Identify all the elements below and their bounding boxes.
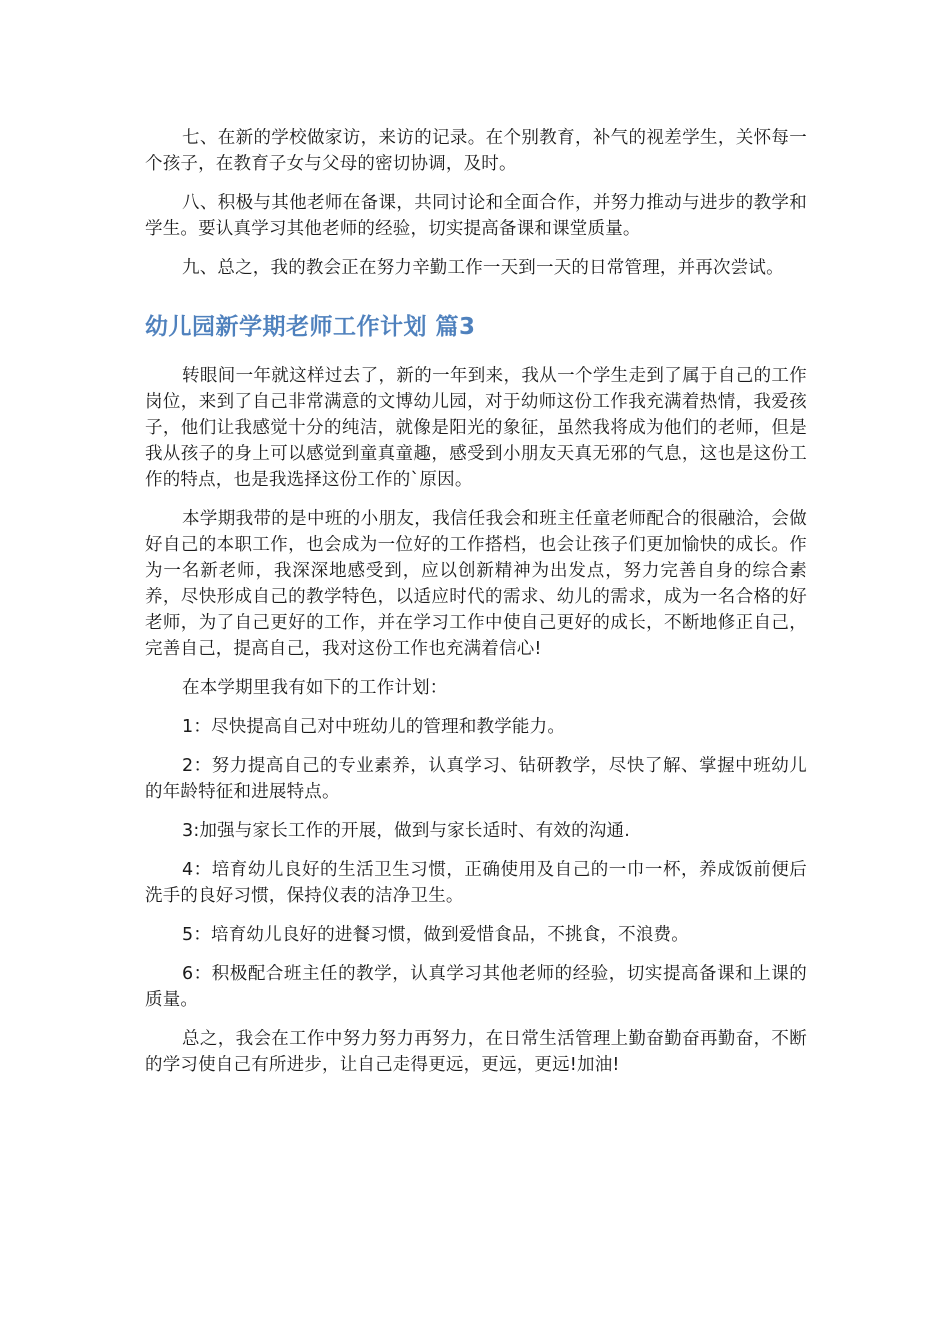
section-heading: 幼儿园新学期老师工作计划 篇3 (145, 314, 476, 340)
paragraph-plan-lead: 在本学期里我有如下的工作计划： (182, 678, 448, 698)
paragraph-intro: 转眼间一年就这样过去了，新的一年到来，我从一个学生走到了属于自己的工作岗位，来到了自己非常满意的文博幼儿园，对于幼师这份工作我充满着热情，我爱孩子，他们让我感觉十分的纯洁，就像是阳光的象征，虽然我将成为他们的老师，但是我从孩子的身上可以感觉到童真童趣，感受到小朋友天真无邪的气息，这也是这份工作的特点，也是我选择这份工作的`原因。 (145, 366, 807, 490)
plan-item-4: 4：培育幼儿良好的生活卫生习惯，正确使用及自己的一巾一杯，养成饭前便后洗手的良好习惯，保持仪表的洁净卫生。 (145, 860, 807, 906)
paragraph-item-8: 八、积极与其他老师在备课，共同讨论和全面合作，并努力推动与进步的教学和学生。要认真学习其他老师的经验，切实提高备课和课堂质量。 (145, 193, 807, 239)
paragraph-conclusion: 总之，我会在工作中努力努力再努力，在日常生活管理上勤奋勤奋再勤奋，不断的学习使自己有所进步，让自己走得更远，更远，更远!加油! (145, 1029, 807, 1075)
plan-item-6: 6：积极配合班主任的教学，认真学习其他老师的经验，切实提高备课和上课的质量。 (145, 964, 807, 1010)
paragraph-item-9: 九、总之，我的教会正在努力辛勤工作一天到一天的日常管理，并再次尝试。 (182, 258, 784, 278)
plan-item-1: 1：尽快提高自己对中班幼儿的管理和教学能力。 (182, 717, 566, 737)
paragraph-class-description: 本学期我带的是中班的小朋友，我信任我会和班主任童老师配合的很融洽，会做好自己的本职工作，也会成为一位好的工作搭档，也会让孩子们更加愉快的成长。作为一名新老师，我深深地感受到，应以创新精神为出发点，努力完善自身的综合素养，尽快形成自己的教学特色，以适应时代的需求、幼儿的需求，成为一名合格的好老师，为了自己更好的工作，并在学习工作中使自己更好的成长，不断地修正自己，完善自己，提高自己，我对这份工作也充满着信心! (145, 509, 807, 659)
document-page (145, 125, 807, 1091)
paragraph-item-7: 七、在新的学校做家访，来访的记录。在个别教育，补气的视差学生，关怀每一个孩子，在教育子女与父母的密切协调，及时。 (145, 128, 807, 174)
plan-item-2: 2：努力提高自己的专业素养，认真学习、钻研教学，尽快了解、掌握中班幼儿的年龄特征和进展特点。 (145, 756, 807, 802)
plan-item-3: 3:加强与家长工作的开展，做到与家长适时、有效的沟通. (182, 821, 630, 841)
plan-item-5: 5：培育幼儿良好的进餐习惯，做到爱惜食品，不挑食，不浪费。 (182, 925, 689, 945)
